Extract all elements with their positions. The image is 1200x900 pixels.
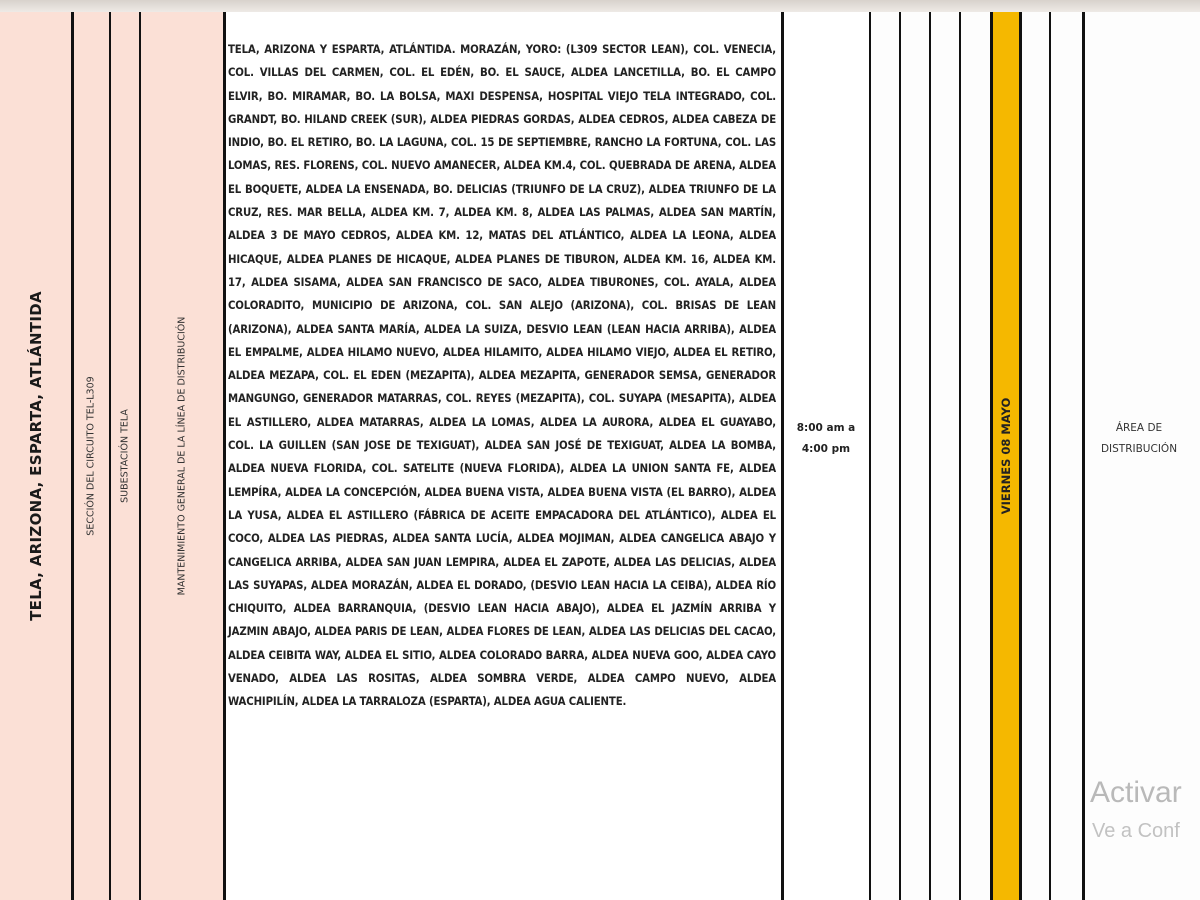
- top-edge-strip: [0, 0, 1200, 12]
- day-label: VIERNES 08 MAYO: [999, 397, 1013, 515]
- time-start: 8:00 am a: [796, 422, 856, 434]
- column-divider: [71, 12, 74, 900]
- work-type-label: MANTENIMIENTO GENERAL DE LA LÍNEA DE DISTRIBUCIÓN: [176, 316, 188, 596]
- work-type-cell: [140, 12, 224, 900]
- day-cell: [992, 12, 1020, 900]
- column-divider: [1019, 12, 1022, 900]
- activation-watermark-title: Activar: [1090, 776, 1182, 809]
- circuit-section-label: SECCIÓN DEL CIRCUITO TEL-L309: [85, 376, 97, 536]
- area-type-line2: DISTRIBUCIÓN: [1100, 443, 1178, 455]
- column-divider: [223, 12, 226, 900]
- substation-cell: [110, 12, 140, 900]
- column-divider: [990, 12, 993, 900]
- column-divider: [781, 12, 784, 900]
- column-divider: [1049, 12, 1051, 900]
- activation-watermark-subtitle: Ve a Conf: [1092, 820, 1180, 842]
- area-type-line1: ÁREA DE: [1115, 422, 1163, 434]
- substation-label: SUBESTACIÓN TELA: [119, 409, 131, 503]
- schedule-time-cell: [782, 12, 870, 900]
- column-divider: [869, 12, 871, 900]
- column-divider: [899, 12, 901, 900]
- column-divider: [109, 12, 111, 900]
- area-name: TELA, ARIZONA, ESPARTA, ATLÁNTIDA: [27, 291, 45, 621]
- schedule-time: [782, 418, 870, 460]
- area-cell: [0, 12, 72, 900]
- column-divider: [929, 12, 931, 900]
- column-divider: [1082, 12, 1085, 900]
- time-end: 4:00 pm: [801, 443, 851, 455]
- column-divider: [959, 12, 961, 900]
- circuit-section-cell: [72, 12, 110, 900]
- area-type: [1086, 418, 1192, 460]
- affected-sectors-cell: [224, 12, 782, 900]
- affected-sectors-text: TELA, ARIZONA Y ESPARTA, ATLÁNTIDA. MORAZÁN, YORO: (L309 SECTOR LEAN), COL. VENECIA, COL. VILLAS DEL CARMEN, COL. EL EDÉN, BO. EL SAUCE, ALDEA LANCETILLA, BO. EL CAMPO ELVIR, BO. MIRAMAR, BO. LA BOLSA, MAXI DESPENSA, HOSPITAL VIEJO TELA INTEGRADO, COL. GRANDT, BO. HILAND CREEK (SUR), ALDEA PIEDRAS GORDAS, ALDEA CEDROS, ALDEA CABEZA DE INDIO, BO. EL RETIRO, BO. LA LAGUNA, COL. 15 DE SEPTIEMBRE, RANCHO LA FORTUNA, COL. LAS LOMAS, RES. FLORENS, COL. NUEVO AMANECER, ALDEA KM.4, COL. QUEBRADA DE ARENA, ALDEA EL BOQUETE, ALDEA LA ENSENADA, BO. DELICIAS (TRIUNFO DE LA CRUZ), ALDEA TRIUNFO DE LA CRUZ, RES. MAR BELLA, ALDEA KM. 7, ALDEA KM. 8, ALDEA LAS PALMAS, ALDEA SAN MARTÍN, ALDEA 3 DE MAYO CEDROS, ALDEA KM. 12, MATAS DEL ATLÁNTICO, ALDEA LA LEONA, ALDEA HICAQUE, ALDEA PLANES DE HICAQUE, ALDEA PLANES DE TIBURON, ALDEA KM. 16, ALDEA KM. 17, ALDEA SISAMA, ALDEA SAN FRANCISCO DE SACO, ALDEA TIBURONES, COL. AYALA, ALDEA COLORADITO, MUNICIPIO DE ARIZONA, COL. SAN ALEJO (ARIZONA), COL. BRISAS DE LEAN (ARIZONA), ALDEA SANTA MARÍA, ALDEA LA SUIZA, DESVIO LEAN (LEAN HACIA ARRIBA), ALDEA EL EMPALME, ALDEA HILAMO NUEVO, ALDEA HILAMITO, ALDEA HILAMO VIEJO, ALDEA EL RETIRO, ALDEA MEZAPA, COL. EL EDEN (MEZAPITA), ALDEA MEZAPITA, GENERADOR SEMSA, GENERADOR MANGUNGO, GENERADOR MATARRAS, COL. REYES (MEZAPITA), COL. SUYAPA (MESAPITA), ALDEA EL ASTILLERO, ALDEA MATARRAS, ALDEA LA LOMAS, ALDEA LA AURORA, ALDEA EL GUAYABO, COL. LA GUILLEN (SAN JOSE DE TEXIGUAT), ALDEA SAN JOSÉ DE TEXIGUAT, ALDEA LA BOMBA, ALDEA NUEVA FLORIDA, COL. SATELITE (NUEVA FLORIDA), ALDEA LA UNION SANTA FE, ALDEA LEMPÍRA, ALDEA LA CONCEPCIÓN, ALDEA BUENA VISTA, ALDEA BUENA VISTA (EL BARRO), ALDEA LA YUSA, ALDEA EL ASTILLERO (FÁBRICA DE ACEITE EMPACADORA DEL ATLÁNTICO), ALDEA EL COCO, ALDEA LAS PIEDRAS, ALDEA SANTA LUCÍA, ALDEA MOJIMAN, ALDEA CANGELICA ABAJO Y CANGELICA ARRIBA, ALDEA SAN JUAN LEMPIRA, ALDEA EL ZAPOTE, ALDEA LAS DELICIAS, ALDEA LAS SUYAPAS, ALDEA MORAZÁN, ALDEA EL DORADO, (DESVIO LEAN HACIA LA CEIBA), ALDEA RÍO CHIQUITO, ALDEA BARRANQUIA, (DESVIO LEAN HACIA ABAJO), ALDEA EL JAZMÍN ARRIBA Y JAZMIN ABAJO, ALDEA PARIS DE LEAN, ALDEA FLORES DE LEAN, ALDEA LAS DELICIAS DEL CACAO, ALDEA CEIBITA WAY, ALDEA EL SITIO, ALDEA COLORADO BARRA, ALDEA NUEVA GOO, ALDEA CAYO VENADO, ALDEA LAS ROSITAS, ALDEA SOMBRA VERDE, ALDEA CAMPO NUEVO, ALDEA WACHIPILÍN, ALDEA LA TARRALOZA (ESPARTA), ALDEA AGUA CALIENTE.: [228, 43, 776, 709]
- schedule-table: [0, 12, 1200, 900]
- column-divider: [139, 12, 141, 900]
